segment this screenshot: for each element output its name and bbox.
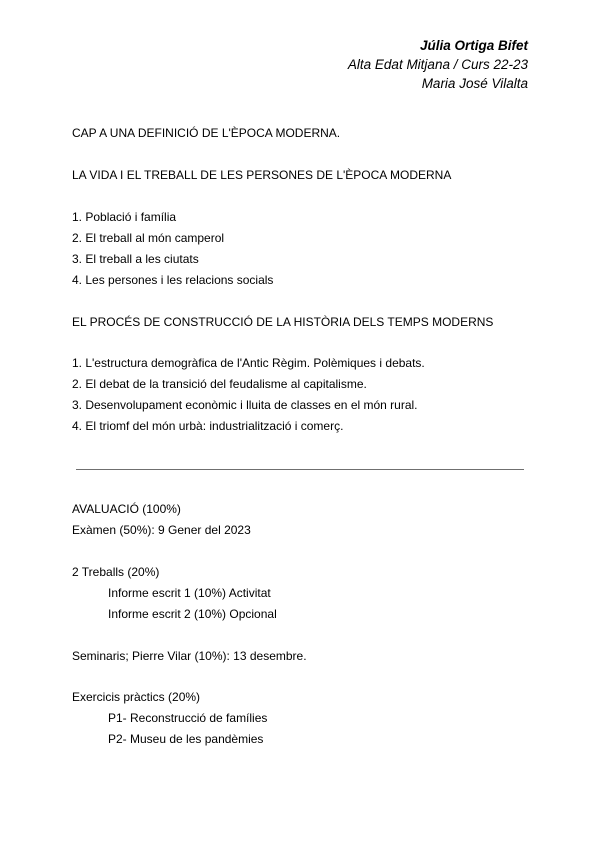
list-item: 4. El triomf del món urbà: industrialització i comerç. [72,419,344,433]
list-item: 1. Població i família [72,210,177,224]
work-item: Informe escrit 2 (10%) Opcional [108,607,277,621]
list-item: 1. L'estructura demogràfica de l'Antic Règim. Polèmiques i debats. [72,356,425,370]
work-item: Informe escrit 1 (10%) Activitat [108,586,271,600]
practical-item: P1- Reconstrucció de famílies [108,711,268,725]
section-title-history: EL PROCÉS DE CONSTRUCCIÓ DE LA HISTÒRIA DELS TEMPS MODERNS [72,315,494,329]
horizontal-divider [76,469,524,470]
practical-item: P2- Museu de les pandèmies [108,732,264,746]
section-title-definition: CAP A UNA DEFINICIÓ DE L'ÈPOCA MODERNA. [72,126,341,140]
evaluation-heading: AVALUACIÓ (100%) [72,502,181,516]
list-item: 3. Desenvolupament econòmic i lluita de classes en el món rural. [72,398,418,412]
teacher-name: Maria José Vilalta [421,76,528,91]
course-info: Alta Edat Mitjana / Curs 22-23 [347,57,528,72]
list-item: 2. El debat de la transició del feudalisme al capitalisme. [72,377,367,391]
list-item: 3. El treball a les ciutats [72,252,199,266]
seminars-info: Seminaris; Pierre Vilar (10%): 13 desembre. [72,649,307,663]
list-item: 2. El treball al món camperol [72,231,225,245]
works-heading: 2 Treballs (20%) [72,565,160,579]
practical-heading: Exercicis pràctics (20%) [72,690,201,704]
author-name: Júlia Ortiga Bifet [419,38,528,53]
section-title-life-work: LA VIDA I EL TREBALL DE LES PERSONES DE L'ÈPOCA MODERNA [72,168,452,182]
document-header [348,36,528,93]
exam-info: Exàmen (50%): 9 Gener del 2023 [72,523,251,537]
list-item: 4. Les persones i les relacions socials [72,273,274,287]
